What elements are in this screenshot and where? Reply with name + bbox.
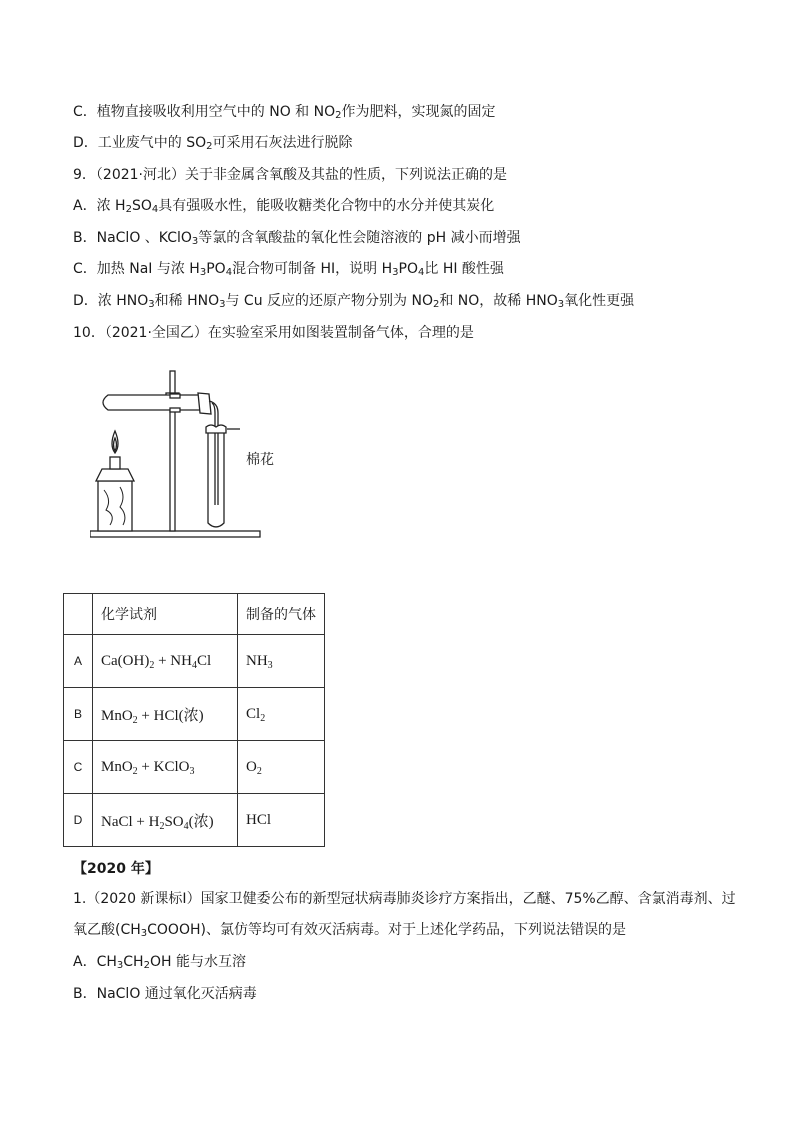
question-10-stem: 10．（2021·全国乙）在实验室采用如图装置制备气体，合理的是 xyxy=(73,325,474,341)
question-9-option-b: B．NaClO 、KClO$_3$等氯的含氧酸盐的氧化性会随溶液的 pH 减小而增强 xyxy=(73,230,521,247)
reagent-cell: MnO$_2$ + KClO$_3$ xyxy=(93,741,238,794)
cotton-label: 棉花 xyxy=(246,452,274,468)
table-row xyxy=(64,635,325,688)
option-label: D xyxy=(64,794,93,847)
question-1-option-b: B．NaClO 通过氧化灭活病毒 xyxy=(73,986,257,1002)
reagents-table xyxy=(63,593,325,847)
option-label: C xyxy=(64,741,93,794)
gas-cell: $O_2$ xyxy=(238,741,325,794)
stopper xyxy=(198,393,211,414)
header-reagents: 化学试剂 xyxy=(93,594,238,635)
delivery-tube xyxy=(209,401,218,505)
gas-cell: $NH_3$ xyxy=(238,635,325,688)
alcohol-lamp xyxy=(98,481,132,531)
test-tube xyxy=(103,395,202,410)
option-c-previous: C．植物直接吸收利用空气中的 NO 和 $NO_2$作为肥料，实现氮的固定 xyxy=(73,104,496,121)
reagent-cell: MnO$_2$ + HCl(浓) xyxy=(93,688,238,741)
cotton xyxy=(206,425,226,433)
question-1-stem-line-2: 氧乙酸$(CH_3COOOH)$、氯仿等均可有效灭活病毒。对于上述化学药品，下列说法错误的是 xyxy=(73,922,626,939)
question-9-option-d: D．浓 $HNO_3$和稀 $HNO_3$与 Cu 反应的还原产物分别为 $NO_2$和 NO，故稀 $HNO_3$氧化性更强 xyxy=(73,293,635,310)
header-blank xyxy=(64,594,93,635)
reagent-cell: NaCl + $H_2SO_4$(浓) xyxy=(93,794,238,847)
table-row xyxy=(64,688,325,741)
year-heading: 【2020 年】 xyxy=(73,861,159,877)
question-1-stem-line-1: 1.（2020 新课标Ⅰ）国家卫健委公布的新型冠状病毒肺炎诊疗方案指出，乙醚、75%乙醇、含氯消毒剂、过 xyxy=(73,891,736,907)
apparatus-figure xyxy=(90,365,290,550)
question-9-option-c: C．加热 NaI 与浓 $H_3PO_4$混合物可制备 HI，说明 $H_3PO_4$比 HI 酸性强 xyxy=(73,261,504,278)
table-row xyxy=(64,794,325,847)
header-gas: 制备的气体 xyxy=(238,594,325,635)
reagent-cell: $Ca(OH)_2 + NH_4Cl$ xyxy=(93,635,238,688)
option-d-previous: D．工业废气中的 $SO_2$可采用石灰法进行脱除 xyxy=(73,135,353,152)
gas-cell: $Cl_2$ xyxy=(238,688,325,741)
question-9-stem: 9．（2021·河北）关于非金属含氧酸及其盐的性质，下列说法正确的是 xyxy=(73,167,507,183)
question-1-option-a: A．$CH_3CH_2OH$ 能与水互溶 xyxy=(73,954,246,971)
collection-tube xyxy=(208,433,224,527)
table-row xyxy=(64,741,325,794)
gas-cell: HCl xyxy=(238,794,325,847)
option-label: B xyxy=(64,688,93,741)
table-header-row xyxy=(64,594,325,635)
option-label: A xyxy=(64,635,93,688)
question-9-option-a: A．浓 $H_2SO_4$具有强吸水性，能吸收糖类化合物中的水分并使其炭化 xyxy=(73,198,495,215)
stand-base xyxy=(90,531,260,537)
